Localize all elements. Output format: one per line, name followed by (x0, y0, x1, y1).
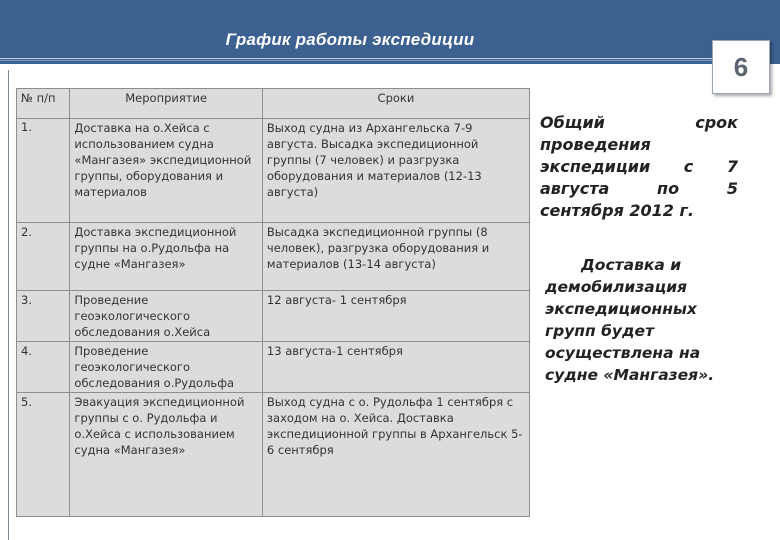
page-number: 6 (733, 52, 749, 82)
row-number: 4. (17, 342, 70, 393)
schedule-table (16, 88, 530, 517)
delivery-note (545, 254, 745, 386)
header-dates: Сроки (262, 89, 529, 119)
delivery-note-first-line: Доставка и (581, 256, 682, 274)
row-number: 5. (17, 393, 70, 517)
row-dates: Выход судна с о. Рудольфа 1 сентября с заходом на о. Хейса. Доставка экспедиционной группы в Архангельск 5-6 сентября (262, 393, 529, 517)
row-number: 2. (17, 223, 70, 291)
row-event: Проведение геоэкологического обследования о.Хейса (70, 291, 263, 342)
table-row (17, 393, 530, 517)
header-event: Мероприятие (70, 89, 263, 119)
row-event: Проведение геоэкологического обследования о.Рудольфа (70, 342, 263, 393)
table-row (17, 119, 530, 223)
slide-title: График работы экспедиции (225, 30, 475, 49)
row-number: 3. (17, 291, 70, 342)
row-dates: 13 августа-1 сентября (262, 342, 529, 393)
table-row (17, 291, 530, 342)
row-event: Доставка на о.Хейса с использованием судна «Мангазея» экспедиционной группы, оборудования и материалов (70, 119, 263, 223)
row-dates: 12 августа- 1 сентября (262, 291, 529, 342)
header-number: № п/п (17, 89, 70, 119)
table-header-row (17, 89, 530, 119)
row-event: Доставка экспедиционной группы на о.Рудольфа на судне «Мангазея» (70, 223, 263, 291)
header-divider (0, 58, 712, 59)
row-number: 1. (17, 119, 70, 223)
left-margin-rule (8, 70, 9, 540)
row-event: Эвакуация экспедиционной группы с о. Рудольфа и о.Хейса с использованием судна «Мангазея» (70, 393, 263, 517)
table-row (17, 223, 530, 291)
row-dates: Высадка экспедиционной группы (8 человек), разгрузка оборудования и материалов (13-14 августа) (262, 223, 529, 291)
header-divider-shadow (0, 60, 712, 61)
table-row (17, 342, 530, 393)
expedition-period-summary: Общий срок проведения экспедиции с 7 августа по 5 сентября 2012 г. (540, 113, 738, 220)
row-dates: Выход судна из Архангельска 7-9 августа. Высадка экспедиционной группы (7 человек) и разгрузка оборудования и материалов (12-13 августа) (262, 119, 529, 223)
page-number-badge (712, 40, 770, 94)
delivery-note-body: демобилизация экспедиционных групп будет осуществлена на судне «Мангазея». (545, 278, 715, 384)
